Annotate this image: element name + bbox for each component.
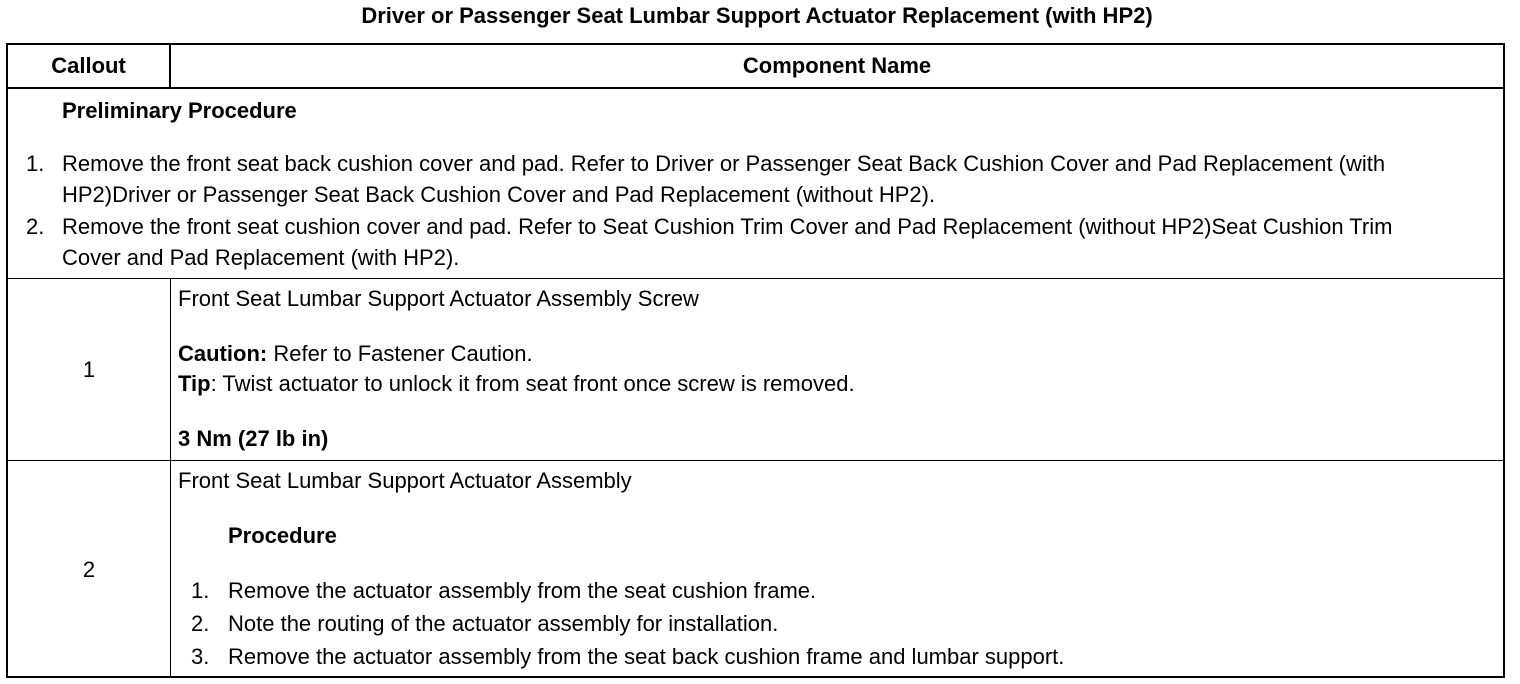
column-header-component-name: Component Name: [742, 53, 932, 78]
step-text: Note the routing of the actuator assembly for installation.: [228, 611, 779, 636]
preliminary-step: [8, 149, 1438, 210]
preliminary-procedure-row: [8, 89, 1503, 279]
step-number: 3.: [191, 644, 210, 669]
tip-text: : Twist actuator to unlock it from seat front once screw is removed.: [210, 371, 855, 396]
component-cell: [171, 279, 1503, 460]
preliminary-steps-list: [8, 149, 1438, 275]
callout-number: 2: [82, 557, 96, 582]
step-number: 2.: [191, 611, 210, 636]
preliminary-procedure-heading: Preliminary Procedure: [62, 98, 297, 123]
torque-spec: 3 Nm (27 lb in): [178, 426, 329, 451]
callout-cell: [8, 461, 171, 676]
procedure-heading: Procedure: [228, 523, 337, 548]
table-header-row: [8, 45, 1503, 89]
callout-number: 1: [82, 357, 96, 382]
tip-label: Tip: [178, 371, 211, 396]
page-title: Driver or Passenger Seat Lumbar Support Actuator Replacement (with HP2): [361, 3, 1153, 28]
component-cell: [171, 461, 1503, 676]
caution-text: Refer to Fastener Caution.: [273, 341, 533, 366]
component-name: Front Seat Lumbar Support Actuator Assembly Screw: [178, 286, 699, 311]
tip-line: [178, 370, 855, 398]
step-text: Remove the front seat back cushion cover and pad. Refer to Driver or Passenger Seat Back Cushion Cover and Pad Replacement (with HP2)Driver or Passenger Seat Back Cushion Cover and Pad Replacement (without HP2).: [62, 151, 1386, 207]
procedure-table: [6, 43, 1505, 678]
table-row: [8, 461, 1503, 676]
caution-label: Caution:: [178, 341, 268, 366]
step-number: 1.: [191, 578, 210, 603]
preliminary-step: [8, 212, 1438, 273]
step-text: Remove the front seat cushion cover and pad. Refer to Seat Cushion Trim Cover and Pad Replacement (without HP2)Seat Cushion Trim Cover and Pad Replacement (with HP2).: [62, 214, 1393, 270]
step-text: Remove the actuator assembly from the seat cushion frame.: [228, 578, 817, 603]
caution-line: [178, 340, 533, 368]
step-number: 1.: [26, 151, 45, 176]
column-header-callout: Callout: [8, 45, 171, 87]
callout-cell: [8, 279, 171, 460]
step-number: 2.: [26, 214, 45, 239]
step-text: Remove the actuator assembly from the seat back cushion frame and lumbar support.: [228, 644, 1065, 669]
component-name: Front Seat Lumbar Support Actuator Assembly: [178, 468, 632, 493]
table-row: [8, 279, 1503, 461]
